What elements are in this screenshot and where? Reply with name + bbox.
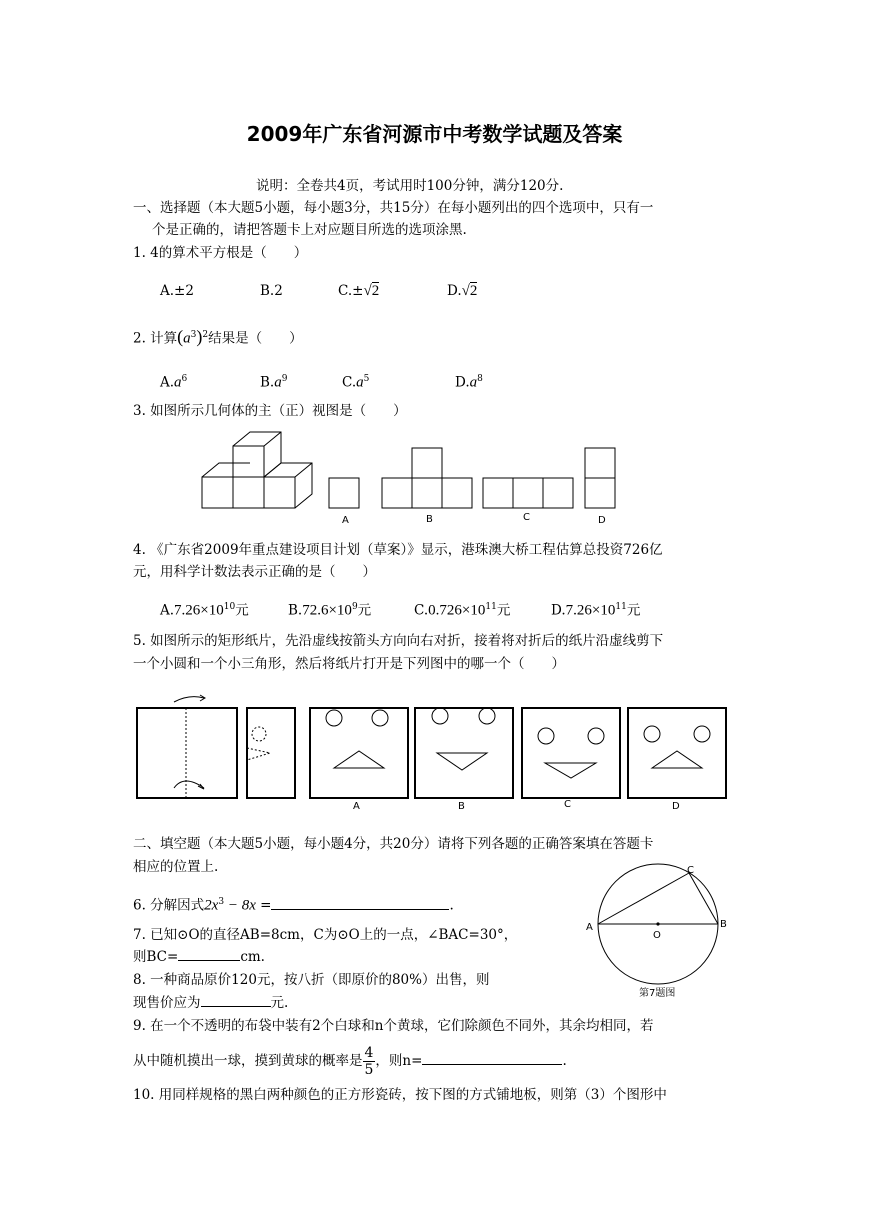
q5-label-b: B [458,801,465,812]
q4-option-d: $D.7.26\times 10^{11}$元 [551,602,641,619]
page-title: 2009年广东省河源市中考数学试题及答案 [246,122,623,146]
q7-stem-cont: 则BC= cm. [133,949,265,965]
section2-heading-cont: 相应的位置上. [133,859,219,875]
section1-heading: 一、选择题（本大题5小题，每小题3分，共15分）在每小题列出的四个选项中，只有一 [133,200,654,216]
q3-figure [195,425,625,530]
q1-stem: 1. 4的算术平方根是（ ） [133,245,308,261]
q5-label-d: D [672,801,680,812]
q4-option-b: $B.72.6\times 10^9$元 [288,602,372,619]
fig7-label-a: A [586,922,593,933]
q4-stem-cont: 元，用科学计数法表示正确的是（ ） [133,564,376,580]
q8-answer-blank[interactable] [201,994,271,1007]
q5-figure [134,688,734,813]
q8-stem: 8. 一种商品原价120元，按八折（即原价的80%）出售，则 [133,972,490,988]
q1-option-a: A.±2 [160,283,194,299]
q2-option-d: $D.a^8$ [455,374,483,391]
fig7-label-o: O [653,930,661,941]
q5-stem: 5. 如图所示的矩形纸片，先沿虚线按箭头方向向右对折，接着将对折后的纸片沿虚线剪下 [133,633,664,649]
q8-stem-cont: 现售价应为 元. [133,995,289,1011]
q6-answer-blank[interactable] [271,897,449,910]
q3-label-a: A [342,515,349,526]
q4-option-a: $A.7.26\times 10^{10}$元 [160,602,249,619]
q7-figure [586,860,736,1005]
q1-option-b: B.2 [260,283,283,299]
q3-stem: 3. 如图所示几何体的主（正）视图是（ ） [133,403,407,419]
q4-option-c: $C.0.726\times 10^{11}$元 [414,602,511,619]
q3-label-b: B [426,514,433,525]
q6-stem: 6. 分解因式$2x^3 - 8x$ = . [133,897,454,914]
section2-heading: 二、填空题（本大题5小题，每小题4分，共20分）请将下列各题的正确答案填在答题卡 [133,836,654,852]
q9-answer-blank[interactable] [422,1052,562,1065]
q7-answer-blank[interactable] [178,948,240,961]
q9-stem-cont: 从中随机摸出一球，摸到黄球的概率是 $\frac{4}{5}$ ，则n= . [133,1045,567,1078]
q5-label-a: A [353,801,360,812]
q2-option-a: $A.a^6$ [160,374,188,391]
exam-note: 说明：全卷共4页，考试用时100分钟，满分120分. [256,178,564,194]
q3-label-c: C [523,512,530,523]
section1-heading-cont: 个是正确的，请把答题卡上对应题目所选的选项涂黑. [152,222,467,238]
q9-fraction: $\frac{4}{5}$ [364,1045,374,1078]
q7-stem: 7. 已知⊙O的直径AB=8cm，C为⊙O上的一点，∠BAC=30°， [133,927,518,943]
q1-option-d: D.√2 [447,283,478,299]
fig7-label-c: C [687,865,694,876]
fig7-caption: 第7题图 [639,988,676,999]
q2-stem: 2. 计算$(a^3)^2$结果是（ ） [133,326,303,347]
q4-stem: 4. 《广东省2009年重点建设项目计划（草案）》显示，港珠澳大桥工程估算总投资726亿 [133,542,663,558]
q9-stem: 9. 在一个不透明的布袋中装有2个白球和n个黄球，它们除颜色不同外，其余均相同，若 [133,1018,654,1034]
q2-option-c: $C.a^5$ [342,374,370,391]
q1-option-c: C.±√2 [338,283,380,299]
q5-stem-cont: 一个小圆和一个小三角形，然后将纸片打开是下列图中的哪一个（ ） [133,656,565,672]
q10-stem: 10. 用同样规格的黑白两种颜色的正方形瓷砖，按下图的方式铺地板，则第（3）个图形中 [133,1087,667,1103]
fig7-label-b: B [720,919,727,930]
q3-label-d: D [598,515,606,526]
q2-option-b: $B.a^9$ [260,374,288,391]
q5-label-c: C [564,799,571,810]
